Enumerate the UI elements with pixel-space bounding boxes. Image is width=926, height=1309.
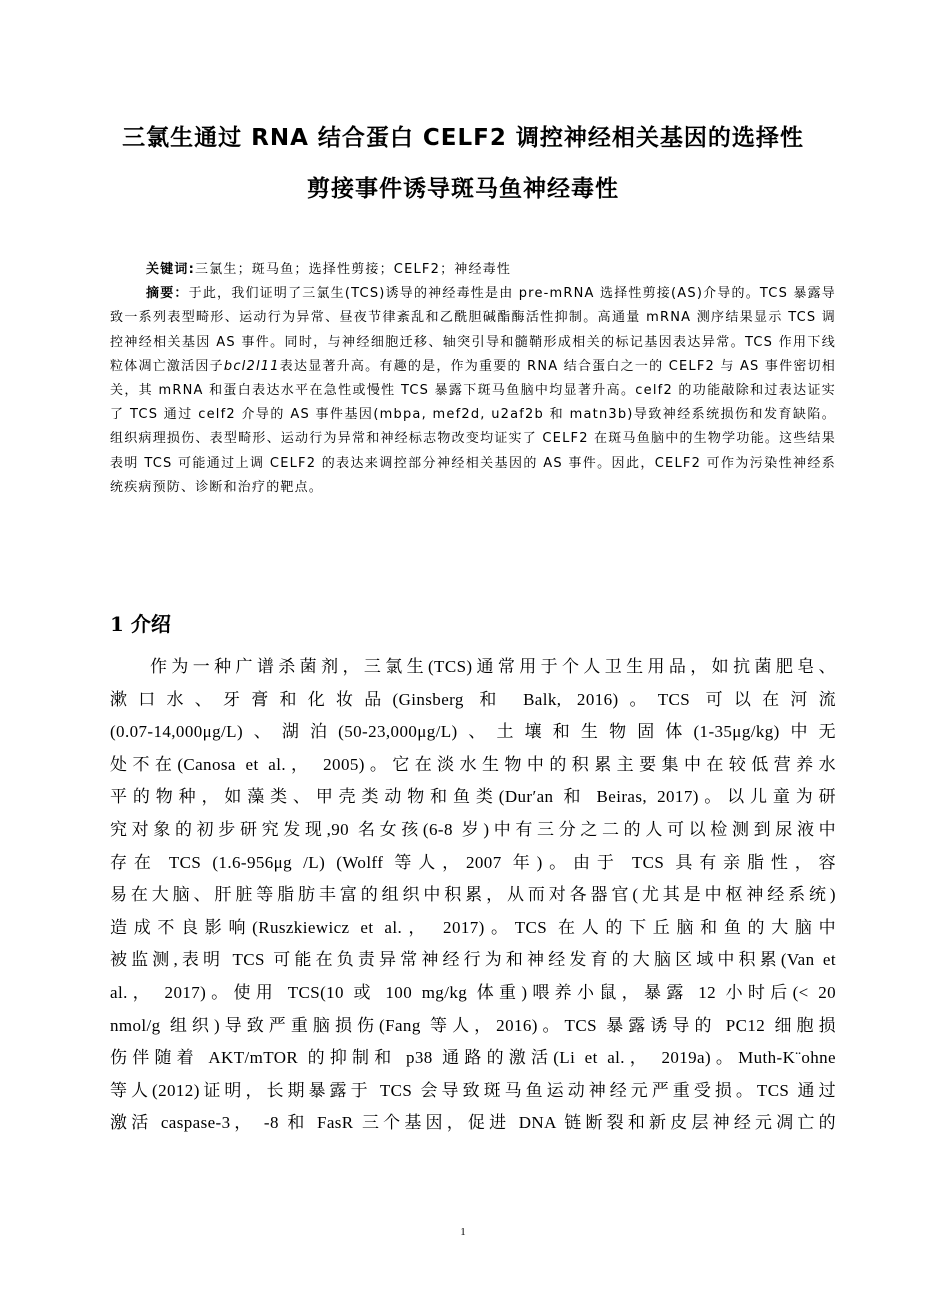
abstract-text-part-1: 于此，我们证明了三氯生(TCS)诱导的神经毒性是由 pre-mRNA 选择性剪接(AS)介导的。TCS 暴露导致一系列表型畸形、运动行为异常、昼夜节律紊乱和乙酰胆碱酯酶活性抑制。高通量 mRNA 测序结果显示 TCS 调控神经相关基因 AS 事件。同时，与神经细胞迁移、轴突引导和髓鞘形成相关的标记基因表达异常。TCS 作用下线粒体凋亡激活因子 <box>110 286 836 374</box>
body-line: 造成不良影响(Ruszkiewicz et al.， 2017)。TCS 在人的下丘脑和鱼的大脑中 <box>110 917 836 937</box>
section-heading-introduction: 1 介绍 <box>110 612 171 636</box>
keywords-text: 三氯生；斑马鱼；选择性剪接；CELF2；神经毒性 <box>195 262 512 277</box>
body-line: 究对象的初步研究发现,90 名女孩(6-8 岁)中有三分之二的人可以检测到尿液中 <box>110 819 836 839</box>
body-line: 存在 TCS (1.6-956μg /L) (Wolff 等人，2007 年)。由于 TCS 具有亲脂性，容 <box>110 852 836 872</box>
body-line: 作为一种广谱杀菌剂，三氯生(TCS)通常用于个人卫生用品，如抗菌肥皂、 <box>150 657 836 676</box>
page-number: 1 <box>460 1226 466 1238</box>
paper-title-line-1: 三氯生通过 RNA 结合蛋白 CELF2 调控神经相关基因的选择性 <box>122 125 804 151</box>
body-line: 被监测,表明 TCS 可能在负责异常神经行为和神经发育的大脑区域中积累(Van et <box>110 950 836 970</box>
abstract-label: 摘要： <box>146 286 189 302</box>
body-line: 易在大脑、肝脏等脂肪丰富的组织中积累，从而对各器官(尤其是中枢神经系统) <box>110 885 836 905</box>
body-line: 激活 caspase-3， -8 和 FasR 三个基因，促进 DNA 链断裂和新皮层神经元凋亡的 <box>110 1113 836 1133</box>
body-line: nmol/g 组织)导致严重脑损伤(Fang 等人，2016)。TCS 暴露诱导的 PC12 细胞损 <box>110 1015 836 1035</box>
abstract-gene-name: bcl2l11 <box>223 358 280 374</box>
introduction-body <box>110 651 836 1140</box>
keywords-label: 关键词: <box>146 262 195 277</box>
abstract-block <box>110 258 836 500</box>
body-line: (0.07-14,000μg/L)、湖泊(50-23,000μg/L)、土壤和生物固体(1-35μg/kg)中无 <box>110 722 836 742</box>
body-line: 漱口水、牙膏和化妆品(Ginsberg 和 Balk, 2016)。TCS 可以在河流 <box>110 689 836 709</box>
body-line: 平的物种，如藻类、甲壳类动物和鱼类(Dur′an 和 Beiras, 2017)。以儿童为研 <box>110 787 836 807</box>
body-line: 伤伴随着 AKT/mTOR 的抑制和 p38 通路的激活(Li et al.， 2019a)。Muth-K¨ohne <box>110 1048 836 1068</box>
abstract-text-part-2: 表达显著升高。有趣的是，作为重要的 RNA 结合蛋白之一的 CELF2 与 AS 事件密切相关，其 mRNA 和蛋白表达水平在急性或慢性 TCS 暴露下斑马鱼脑中均显著升高。celf2 的功能敲除和过表达证实了 TCS 通过 celf2 介导的 AS 事件基因(mbpa, mef2d, u2af2b 和 matn3b)导致神经系统损伤和发育缺陷。组织病理损伤、表型畸形、运动行为异常和神经标志物改变均证实了 CELF2 在斑马鱼脑中的生物学功能。这些结果表明 TCS 可能通过上调 CELF2 的表达来调控部分神经相关基因的 AS 事件。因此，CELF2 可作为污染性神经系统疾病预防、诊断和治疗的靶点。 <box>110 358 836 495</box>
body-line: 等人(2012)证明，长期暴露于 TCS 会导致斑马鱼运动神经元严重受损。TCS 通过 <box>110 1080 836 1100</box>
body-line: 处不在(Canosa et al.， 2005)。它在淡水生物中的积累主要集中在较低营养水 <box>110 754 836 774</box>
body-line: al.， 2017)。使用 TCS(10 或 100 mg/kg 体重)喂养小鼠，暴露 12 小时后(< 20 <box>110 982 836 1002</box>
keywords-paragraph <box>110 258 836 282</box>
paper-title-line-2: 剪接事件诱导斑马鱼神经毒性 <box>307 176 619 202</box>
abstract-paragraph <box>110 282 836 500</box>
